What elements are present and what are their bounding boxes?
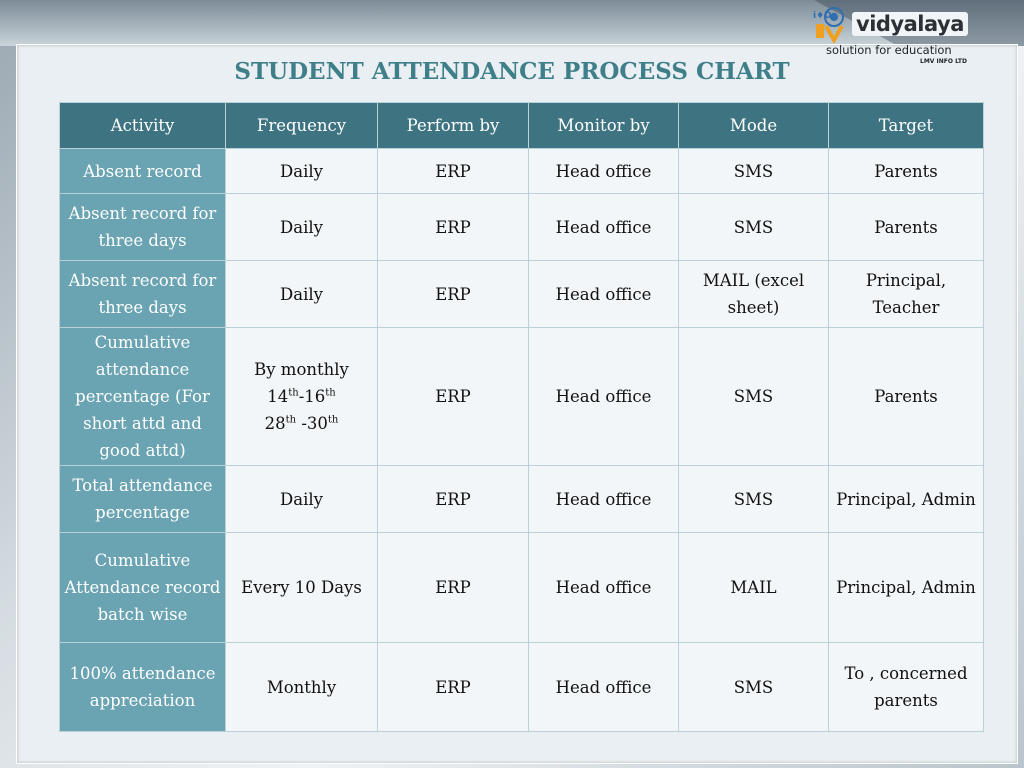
date-number: 30 — [306, 414, 328, 433]
mode-cell: SMS — [679, 643, 829, 732]
page-title: STUDENT ATTENDANCE PROCESS CHART — [234, 58, 790, 85]
column-header-frequency: Frequency — [226, 103, 378, 149]
perform-by-cell: ERP — [378, 643, 529, 732]
date-number: 14 — [267, 387, 289, 406]
svg-text:i♦Dr: i♦Dr — [813, 11, 837, 21]
logo-wordmark: vidyalaya — [852, 12, 968, 36]
perform-by-cell: ERP — [378, 261, 529, 328]
mode-cell: SMS — [679, 194, 829, 261]
mode-cell: SMS — [679, 149, 829, 194]
target-cell: Parents — [829, 149, 984, 194]
date-number: 16 — [304, 387, 326, 406]
ordinal-suffix: th — [325, 387, 336, 399]
perform-by-cell: ERP — [378, 328, 529, 466]
perform-by-cell: ERP — [378, 149, 529, 194]
target-cell: Parents — [829, 194, 984, 261]
table-row — [60, 194, 984, 261]
target-cell: Parents — [829, 328, 984, 466]
mode-cell: SMS — [679, 328, 829, 466]
activity-cell: Absent record for three days — [60, 194, 226, 261]
mode-cell: MAIL (excel sheet) — [679, 261, 829, 328]
table-header-row — [60, 103, 984, 149]
monitor-by-cell: Head office — [529, 194, 679, 261]
frequency-cell: Every 10 Days — [226, 533, 378, 643]
monitor-by-cell: Head office — [529, 466, 679, 533]
target-cell: Principal, Admin — [829, 466, 984, 533]
column-header-monitor-by: Monitor by — [529, 103, 679, 149]
frequency-cell: Daily — [226, 149, 378, 194]
monitor-by-cell: Head office — [529, 149, 679, 194]
activity-cell: 100% attendance appreciation — [60, 643, 226, 732]
column-header-target: Target — [829, 103, 984, 149]
table-row — [60, 149, 984, 194]
table-row — [60, 643, 984, 732]
frequency-line: By monthly — [254, 360, 349, 379]
table-row — [60, 261, 984, 328]
target-cell: Principal, Teacher — [829, 261, 984, 328]
table-row — [60, 533, 984, 643]
attendance-process-table — [59, 102, 984, 732]
range-separator: - — [298, 387, 305, 406]
column-header-mode: Mode — [679, 103, 829, 149]
frequency-cell: Daily — [226, 194, 378, 261]
ordinal-suffix: th — [327, 414, 339, 426]
frequency-line — [230, 383, 373, 410]
mode-cell: MAIL — [679, 533, 829, 643]
target-cell: Principal, Admin — [829, 533, 984, 643]
column-header-perform-by: Perform by — [378, 103, 529, 149]
monitor-by-cell: Head office — [529, 261, 679, 328]
target-cell: To , concerned parents — [829, 643, 984, 732]
ordinal-suffix: th — [285, 414, 297, 426]
perform-by-cell: ERP — [378, 533, 529, 643]
monitor-by-cell: Head office — [529, 533, 679, 643]
monitor-by-cell: Head office — [529, 643, 679, 732]
activity-cell: Cumulative Attendance record batch wise — [60, 533, 226, 643]
frequency-cell: Daily — [226, 261, 378, 328]
logo-subtext: LMV INFO LTD — [920, 58, 967, 65]
activity-cell: Absent record for three days — [60, 261, 226, 328]
activity-cell: Cumulative attendance percentage (For short attd and good attd) — [60, 328, 226, 466]
table-row — [60, 328, 984, 466]
mode-cell: SMS — [679, 466, 829, 533]
date-number: 28 — [264, 414, 286, 433]
frequency-line — [230, 410, 373, 437]
monitor-by-cell: Head office — [529, 328, 679, 466]
frequency-cell — [226, 328, 378, 466]
perform-by-cell: ERP — [378, 466, 529, 533]
activity-cell: Absent record — [60, 149, 226, 194]
frequency-cell: Daily — [226, 466, 378, 533]
column-header-activity: Activity — [60, 103, 226, 149]
activity-cell: Total attendance percentage — [60, 466, 226, 533]
logo-mark-icon — [812, 4, 852, 44]
range-separator: - — [296, 414, 307, 433]
logo-tagline: solution for education — [826, 43, 952, 57]
table-row — [60, 466, 984, 533]
ordinal-suffix: th — [288, 387, 299, 399]
perform-by-cell: ERP — [378, 194, 529, 261]
frequency-cell: Monthly — [226, 643, 378, 732]
